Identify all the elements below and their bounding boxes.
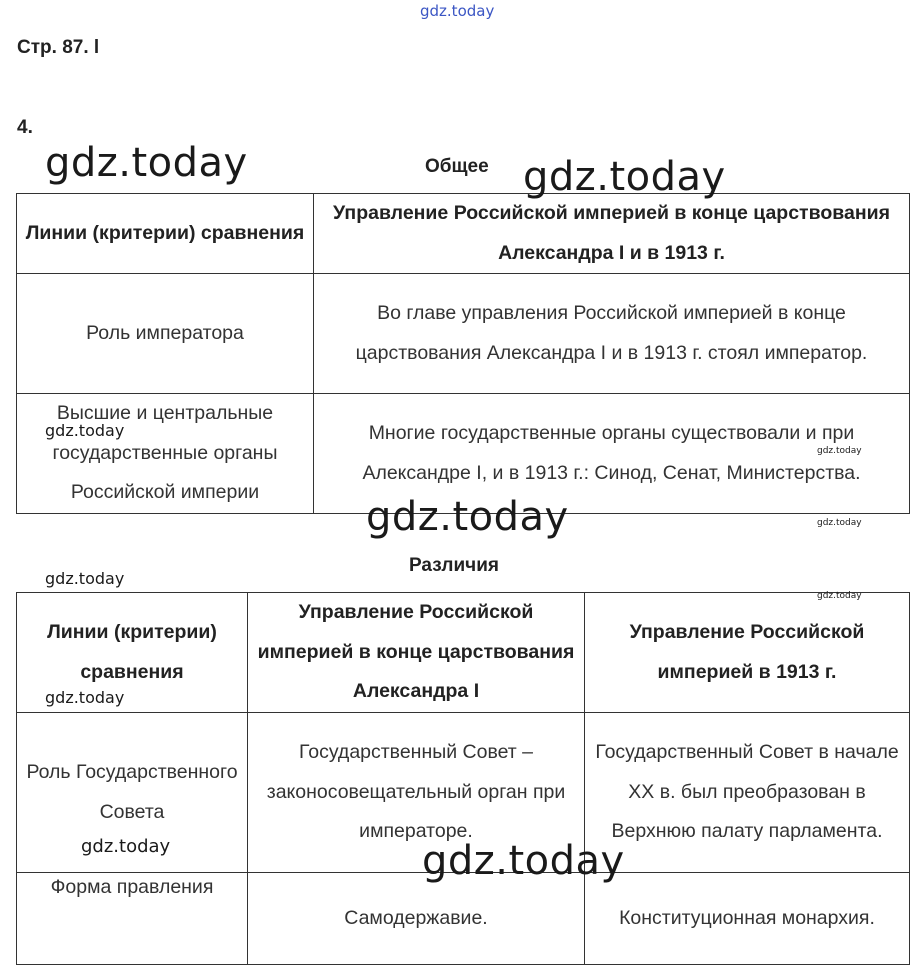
cell-description: Многие государственные органы существовали и при Александре I, и в 1913 г.: Синод, Сенат, Министерства. bbox=[314, 394, 910, 514]
table-header-row bbox=[17, 194, 910, 274]
header-criteria: Линии (критерии) сравнения bbox=[17, 593, 248, 713]
header-criteria: Линии (критерии) сравнения bbox=[17, 194, 314, 274]
cell-1913: Конституционная монархия. bbox=[585, 873, 910, 965]
cell-alexander: Государственный Совет – законосовещательный орган при императоре. bbox=[248, 713, 585, 873]
watermark-large: gdz.today bbox=[366, 494, 569, 540]
header-governance: Управление Российской империей в конце царствования Александра I и в 1913 г. bbox=[314, 194, 910, 274]
watermark-tiny: gdz.today bbox=[817, 518, 862, 528]
table-row bbox=[17, 873, 910, 965]
cell-criteria: Форма правления bbox=[17, 873, 248, 965]
cell-alexander: Самодержавие. bbox=[248, 873, 585, 965]
watermark-small: gdz.today bbox=[45, 688, 125, 707]
watermark-large: gdz.today bbox=[45, 140, 248, 186]
section-common-title: Общее bbox=[425, 156, 489, 177]
cell-1913: Государственный Совет в начале XX в. был преобразован в Верхнюю палату парламента. bbox=[585, 713, 910, 873]
common-table bbox=[16, 193, 910, 514]
watermark-small: gdz.today bbox=[81, 836, 171, 857]
watermark-top: gdz.today bbox=[420, 2, 495, 20]
cell-criteria: Высшие и центральные государственные органы Российской империи bbox=[17, 394, 314, 514]
cell-criteria: Роль Государственного Совета bbox=[17, 713, 248, 873]
table-header-row bbox=[17, 593, 910, 713]
section-diff-title: Различия bbox=[409, 555, 499, 576]
page-reference: Стр. 87. l bbox=[17, 37, 100, 58]
watermark-tiny: gdz.today bbox=[817, 591, 862, 601]
watermark-large: gdz.today bbox=[422, 838, 625, 884]
cell-criteria: Роль императора bbox=[17, 274, 314, 394]
cell-description: Во главе управления Российской империей в конце царствования Александра I и в 1913 г. стоял император. bbox=[314, 274, 910, 394]
watermark-tiny: gdz.today bbox=[817, 446, 862, 456]
header-alexander: Управление Российской империей в конце царствования Александра I bbox=[248, 593, 585, 713]
table-row bbox=[17, 274, 910, 394]
differences-table bbox=[16, 592, 910, 965]
watermark-large: gdz.today bbox=[523, 154, 726, 200]
header-1913: Управление Российской империей в 1913 г. bbox=[585, 593, 910, 713]
watermark-small: gdz.today bbox=[45, 569, 125, 588]
task-number: 4. bbox=[17, 117, 33, 138]
watermark-small: gdz.today bbox=[45, 421, 125, 440]
